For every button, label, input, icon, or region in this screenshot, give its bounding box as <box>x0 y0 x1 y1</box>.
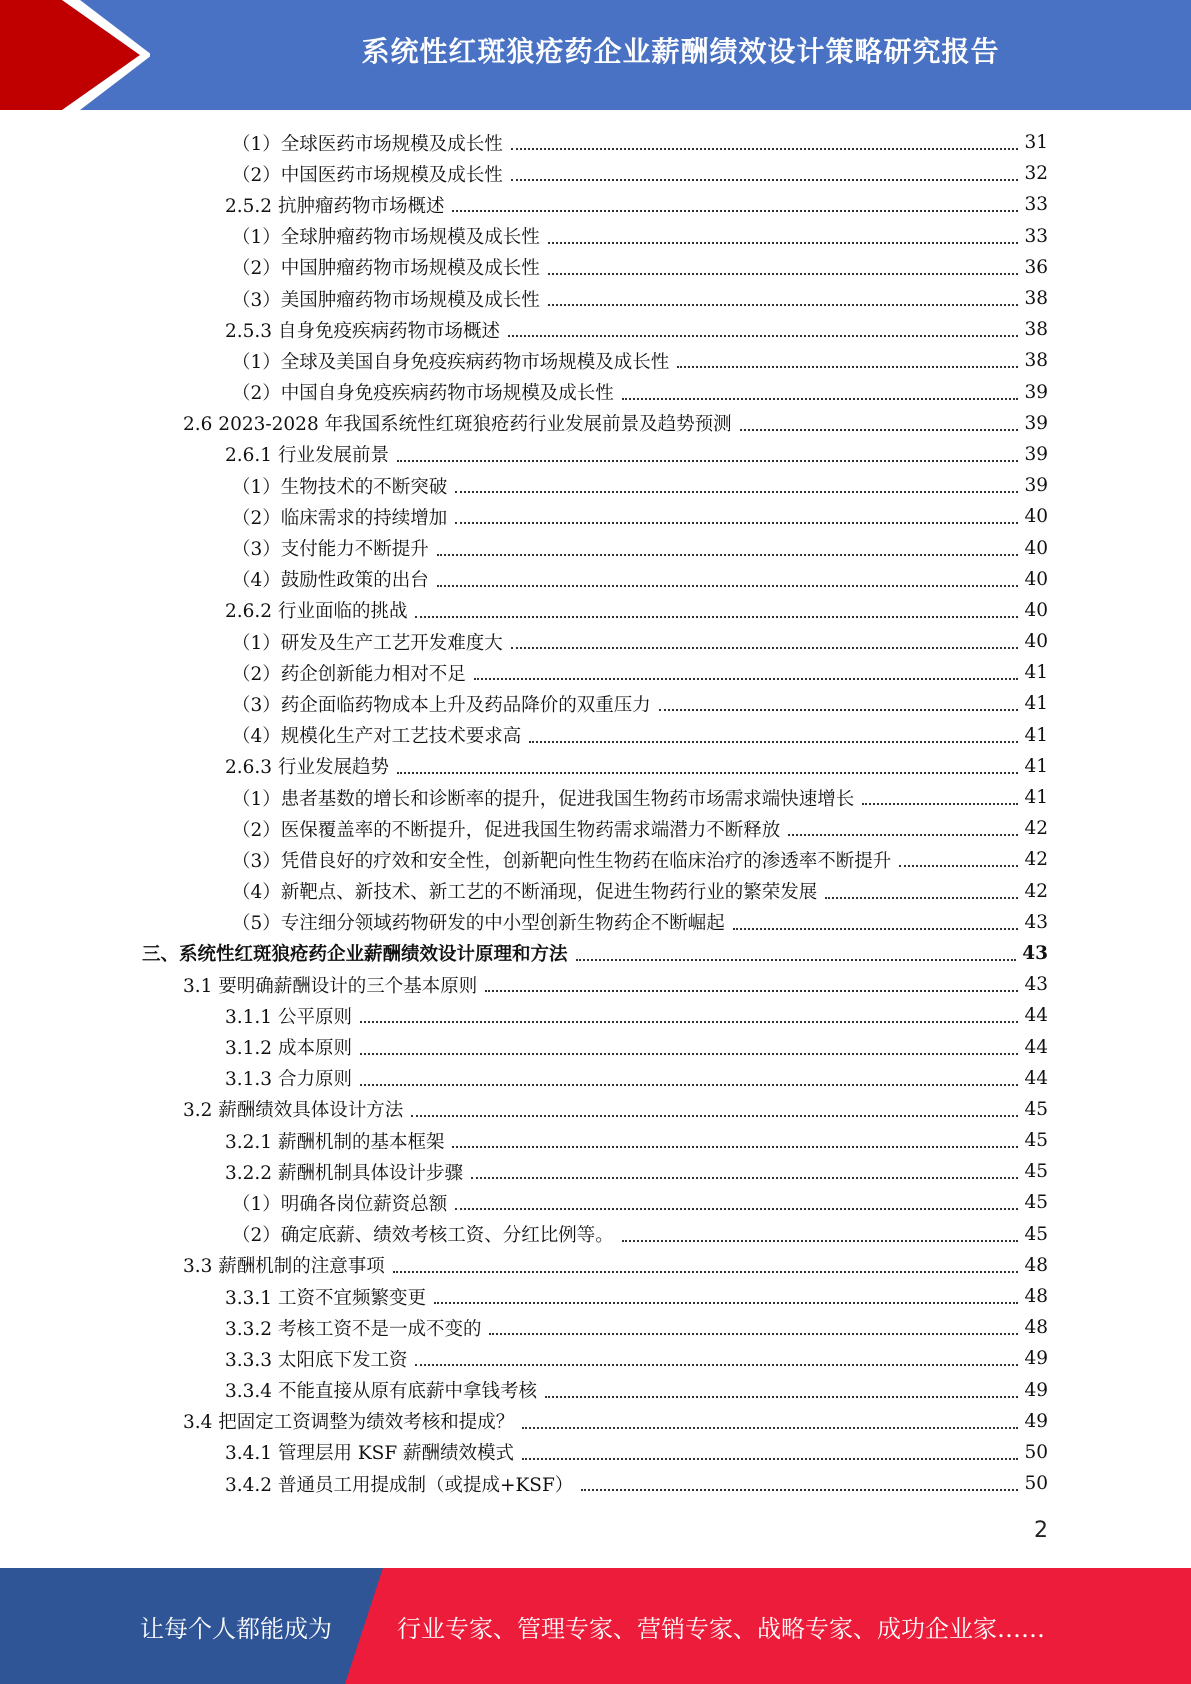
toc-entry-page: 38 <box>1024 288 1048 310</box>
toc-entry-title: （2）中国医药市场规模及成长性 <box>232 161 507 187</box>
toc-entry-page: 31 <box>1024 132 1048 154</box>
toc-entry-page: 41 <box>1024 662 1048 684</box>
toc-entry[interactable] <box>0 564 1191 595</box>
toc-entry-title: 3.1.1 公平原则 <box>225 1003 356 1029</box>
toc-entry-title: （4）新靶点、新技术、新工艺的不断涌现，促进生物药行业的繁荣发展 <box>232 878 821 904</box>
toc-entry-title: 3.4 把固定工资调整为绩效考核和提成？ <box>183 1408 518 1434</box>
toc-entry[interactable] <box>0 626 1191 657</box>
toc-dot-leader <box>415 1363 1018 1366</box>
toc-entry-page: 42 <box>1024 849 1048 871</box>
toc-entry[interactable] <box>0 283 1191 314</box>
toc-entry[interactable] <box>0 501 1191 532</box>
toc-entry[interactable] <box>0 720 1191 751</box>
table-of-contents <box>0 127 1191 1499</box>
toc-entry-page: 49 <box>1024 1379 1048 1401</box>
toc-entry-page: 39 <box>1024 381 1048 403</box>
toc-entry[interactable] <box>0 969 1191 1000</box>
toc-entry[interactable] <box>0 439 1191 470</box>
document-title: 系统性红斑狼疮药企业薪酬绩效设计策略研究报告 <box>361 35 1000 68</box>
toc-dot-leader <box>862 802 1018 805</box>
toc-entry[interactable] <box>0 813 1191 844</box>
toc-entry-title: （4）鼓励性政策的出台 <box>232 566 433 592</box>
toc-dot-leader <box>485 989 1018 992</box>
toc-entry-page: 40 <box>1024 506 1048 528</box>
toc-dot-leader <box>455 521 1018 524</box>
toc-dot-leader <box>511 178 1019 181</box>
toc-dot-leader <box>545 1395 1018 1398</box>
toc-entry-title: （1）研发及生产工艺开发难度大 <box>232 629 507 655</box>
toc-entry[interactable] <box>0 1219 1191 1250</box>
toc-entry[interactable] <box>0 1094 1191 1125</box>
footer-slogan-left: 让每个人都能成为 <box>140 1614 332 1643</box>
toc-entry[interactable] <box>0 1406 1191 1437</box>
toc-entry-page: 44 <box>1024 1036 1048 1058</box>
toc-entry[interactable] <box>0 377 1191 408</box>
toc-dot-leader <box>360 1020 1019 1023</box>
toc-entry-page: 32 <box>1024 163 1048 185</box>
toc-entry-page: 50 <box>1024 1441 1048 1463</box>
toc-entry-page: 49 <box>1024 1348 1048 1370</box>
toc-entry-page: 45 <box>1024 1130 1048 1152</box>
toc-entry-title: 三、系统性红斑狼疮药企业薪酬绩效设计原理和方法 <box>142 940 572 966</box>
toc-entry-page: 41 <box>1024 755 1048 777</box>
toc-dot-leader <box>733 927 1019 930</box>
toc-dot-leader <box>576 958 1017 961</box>
page-footer <box>0 1568 1191 1684</box>
toc-entry[interactable] <box>0 1468 1191 1499</box>
toc-entry-title: （2）确定底薪、绩效考核工资、分红比例等。 <box>232 1221 618 1247</box>
toc-entry[interactable] <box>0 408 1191 439</box>
toc-dot-leader <box>437 584 1019 587</box>
page-header <box>0 0 1191 110</box>
toc-entry-page: 36 <box>1024 256 1048 278</box>
toc-dot-leader <box>529 740 1018 743</box>
toc-entry-title: （1）全球肿瘤药物市场规模及成长性 <box>232 223 544 249</box>
toc-entry-title: （2）中国肿瘤药物市场规模及成长性 <box>232 254 544 280</box>
toc-entry[interactable] <box>0 1000 1191 1031</box>
toc-entry[interactable] <box>0 314 1191 345</box>
toc-entry[interactable] <box>0 158 1191 189</box>
toc-entry[interactable] <box>0 782 1191 813</box>
page-number: 2 <box>1034 1518 1048 1543</box>
toc-entry-page: 48 <box>1024 1317 1048 1339</box>
toc-entry-page: 39 <box>1024 443 1048 465</box>
toc-entry-title: （1）全球及美国自身免疫疾病药物市场规模及成长性 <box>232 348 673 374</box>
toc-entry-page: 33 <box>1024 194 1048 216</box>
toc-entry-title: 2.5.3 自身免疫疾病药物市场概述 <box>225 317 504 343</box>
toc-dot-leader <box>452 209 1018 212</box>
toc-dot-leader <box>508 334 1018 337</box>
toc-entry-title: 3.3 薪酬机制的注意事项 <box>183 1252 389 1278</box>
toc-dot-leader <box>581 1488 1018 1491</box>
toc-entry-title: （2）中国自身免疫疾病药物市场规模及成长性 <box>232 379 618 405</box>
toc-dot-leader <box>511 646 1019 649</box>
toc-entry-title: 3.3.4 不能直接从原有底薪中拿钱考核 <box>225 1377 541 1403</box>
toc-entry-page: 42 <box>1024 880 1048 902</box>
toc-dot-leader <box>397 771 1018 774</box>
toc-dot-leader <box>455 490 1018 493</box>
toc-entry-page: 43 <box>1022 942 1048 964</box>
toc-entry-title: （2）药企创新能力相对不足 <box>232 660 470 686</box>
toc-dot-leader <box>437 553 1019 556</box>
toc-entry[interactable] <box>0 532 1191 563</box>
toc-entry-page: 43 <box>1024 974 1048 996</box>
toc-entry[interactable] <box>0 470 1191 501</box>
toc-entry-page: 41 <box>1024 693 1048 715</box>
toc-entry-title: 3.2.1 薪酬机制的基本框架 <box>225 1128 448 1154</box>
toc-entry-title: 3.1.3 合力原则 <box>225 1065 356 1091</box>
toc-entry[interactable] <box>0 1312 1191 1343</box>
toc-dot-leader <box>511 147 1019 150</box>
toc-entry-title: 3.4.1 管理层用 KSF 薪酬绩效模式 <box>225 1439 518 1465</box>
toc-entry[interactable] <box>0 127 1191 158</box>
toc-dot-leader <box>452 1145 1018 1148</box>
toc-entry-page: 39 <box>1024 412 1048 434</box>
toc-entry[interactable] <box>0 1250 1191 1281</box>
toc-dot-leader <box>489 1332 1018 1335</box>
toc-entry-title: （5）专注细分领域药物研发的中小型创新生物药企不断崛起 <box>232 909 729 935</box>
toc-dot-leader <box>659 708 1019 711</box>
toc-entry[interactable] <box>0 1187 1191 1218</box>
toc-entry-title: 3.2.2 薪酬机制具体设计步骤 <box>225 1159 467 1185</box>
toc-entry[interactable] <box>0 907 1191 938</box>
toc-entry-page: 45 <box>1024 1161 1048 1183</box>
toc-entry-page: 41 <box>1024 787 1048 809</box>
toc-entry-page: 45 <box>1024 1098 1048 1120</box>
toc-entry-page: 40 <box>1024 537 1048 559</box>
toc-entry-page: 39 <box>1024 475 1048 497</box>
toc-dot-leader <box>397 459 1018 462</box>
toc-dot-leader <box>788 833 1018 836</box>
toc-entry[interactable] <box>0 345 1191 376</box>
toc-entry-title: （1）全球医药市场规模及成长性 <box>232 130 507 156</box>
toc-entry[interactable] <box>0 1343 1191 1374</box>
toc-entry-page: 43 <box>1024 911 1048 933</box>
toc-entry[interactable] <box>0 595 1191 626</box>
toc-entry-title: 2.6.3 行业发展趋势 <box>225 753 393 779</box>
toc-entry-title: 3.3.2 考核工资不是一成不变的 <box>225 1315 485 1341</box>
toc-entry-page: 33 <box>1024 225 1048 247</box>
toc-entry[interactable] <box>0 688 1191 719</box>
toc-entry-title: 2.6 2023-2028 年我国系统性红斑狼疮药行业发展前景及趋势预测 <box>183 410 736 436</box>
toc-entry-page: 48 <box>1024 1254 1048 1276</box>
toc-entry[interactable] <box>0 938 1191 969</box>
toc-entry-title: （3）支付能力不断提升 <box>232 535 433 561</box>
toc-entry-title: 3.4.2 普通员工用提成制（或提成+KSF） <box>225 1471 577 1497</box>
toc-entry-title: （3）药企面临药物成本上升及药品降价的双重压力 <box>232 691 655 717</box>
toc-entry[interactable] <box>0 252 1191 283</box>
toc-entry-page: 40 <box>1024 568 1048 590</box>
toc-entry-page: 44 <box>1024 1005 1048 1027</box>
toc-dot-leader <box>825 896 1018 899</box>
toc-entry-page: 42 <box>1024 818 1048 840</box>
toc-entry-title: 3.1.2 成本原则 <box>225 1034 356 1060</box>
toc-entry[interactable] <box>0 751 1191 782</box>
footer-slogan-right: 行业专家、管理专家、营销专家、战略专家、成功企业家…… <box>397 1614 1045 1643</box>
toc-entry[interactable] <box>0 1156 1191 1187</box>
toc-dot-leader <box>622 1239 1019 1242</box>
toc-entry-page: 45 <box>1024 1192 1048 1214</box>
toc-dot-leader <box>548 303 1019 306</box>
toc-entry-title: （1）生物技术的不断突破 <box>232 473 451 499</box>
toc-dot-leader <box>455 1207 1018 1210</box>
toc-entry-page: 38 <box>1024 319 1048 341</box>
toc-entry[interactable] <box>0 1031 1191 1062</box>
toc-dot-leader <box>548 272 1019 275</box>
toc-entry[interactable] <box>0 1437 1191 1468</box>
toc-entry-page: 40 <box>1024 599 1048 621</box>
toc-entry-page: 45 <box>1024 1223 1048 1245</box>
toc-dot-leader <box>360 1052 1019 1055</box>
toc-entry[interactable] <box>0 1063 1191 1094</box>
toc-entry-title: （3）凭借良好的疗效和安全性，创新靶向性生物药在临床治疗的渗透率不断提升 <box>232 847 895 873</box>
toc-entry[interactable] <box>0 844 1191 875</box>
toc-dot-leader <box>548 241 1019 244</box>
toc-entry-page: 40 <box>1024 631 1048 653</box>
toc-entry-title: （2）医保覆盖率的不断提升，促进我国生物药需求端潜力不断释放 <box>232 816 784 842</box>
toc-dot-leader <box>474 677 1019 680</box>
toc-dot-leader <box>622 397 1019 400</box>
toc-entry[interactable] <box>0 1281 1191 1312</box>
toc-dot-leader <box>471 1176 1018 1179</box>
header-arrow-decoration <box>0 0 150 110</box>
toc-entry-title: （1）患者基数的增长和诊断率的提升，促进我国生物药市场需求端快速增长 <box>232 785 858 811</box>
toc-entry[interactable] <box>0 657 1191 688</box>
toc-dot-leader <box>393 1270 1019 1273</box>
toc-entry[interactable] <box>0 1125 1191 1156</box>
toc-entry[interactable] <box>0 189 1191 220</box>
toc-dot-leader <box>522 1426 1018 1429</box>
toc-dot-leader <box>434 1301 1018 1304</box>
toc-dot-leader <box>415 615 1018 618</box>
toc-dot-leader <box>522 1457 1018 1460</box>
toc-entry-title: （4）规模化生产对工艺技术要求高 <box>232 722 525 748</box>
toc-dot-leader <box>411 1114 1018 1117</box>
toc-entry-title: （2）临床需求的持续增加 <box>232 504 451 530</box>
toc-entry-title: 2.5.2 抗肿瘤药物市场概述 <box>225 192 448 218</box>
toc-dot-leader <box>899 864 1018 867</box>
toc-entry-title: （1）明确各岗位薪资总额 <box>232 1190 451 1216</box>
toc-entry[interactable] <box>0 876 1191 907</box>
toc-entry-page: 50 <box>1024 1473 1048 1495</box>
toc-entry-title: 3.3.1 工资不宜频繁变更 <box>225 1284 430 1310</box>
toc-entry-title: 3.3.3 太阳底下发工资 <box>225 1346 411 1372</box>
toc-entry-title: 2.6.2 行业面临的挑战 <box>225 597 411 623</box>
toc-entry-title: 2.6.1 行业发展前景 <box>225 441 393 467</box>
toc-dot-leader <box>360 1083 1019 1086</box>
toc-entry-page: 48 <box>1024 1286 1048 1308</box>
toc-entry-page: 44 <box>1024 1067 1048 1089</box>
toc-entry[interactable] <box>0 1375 1191 1406</box>
toc-entry-page: 49 <box>1024 1410 1048 1432</box>
toc-entry-title: 3.1 要明确薪酬设计的三个基本原则 <box>183 972 481 998</box>
toc-entry-page: 41 <box>1024 724 1048 746</box>
toc-entry-title: 3.2 薪酬绩效具体设计方法 <box>183 1096 407 1122</box>
toc-entry-title: （3）美国肿瘤药物市场规模及成长性 <box>232 286 544 312</box>
toc-dot-leader <box>740 428 1019 431</box>
toc-dot-leader <box>677 365 1018 368</box>
toc-entry[interactable] <box>0 221 1191 252</box>
toc-entry-page: 38 <box>1024 350 1048 372</box>
